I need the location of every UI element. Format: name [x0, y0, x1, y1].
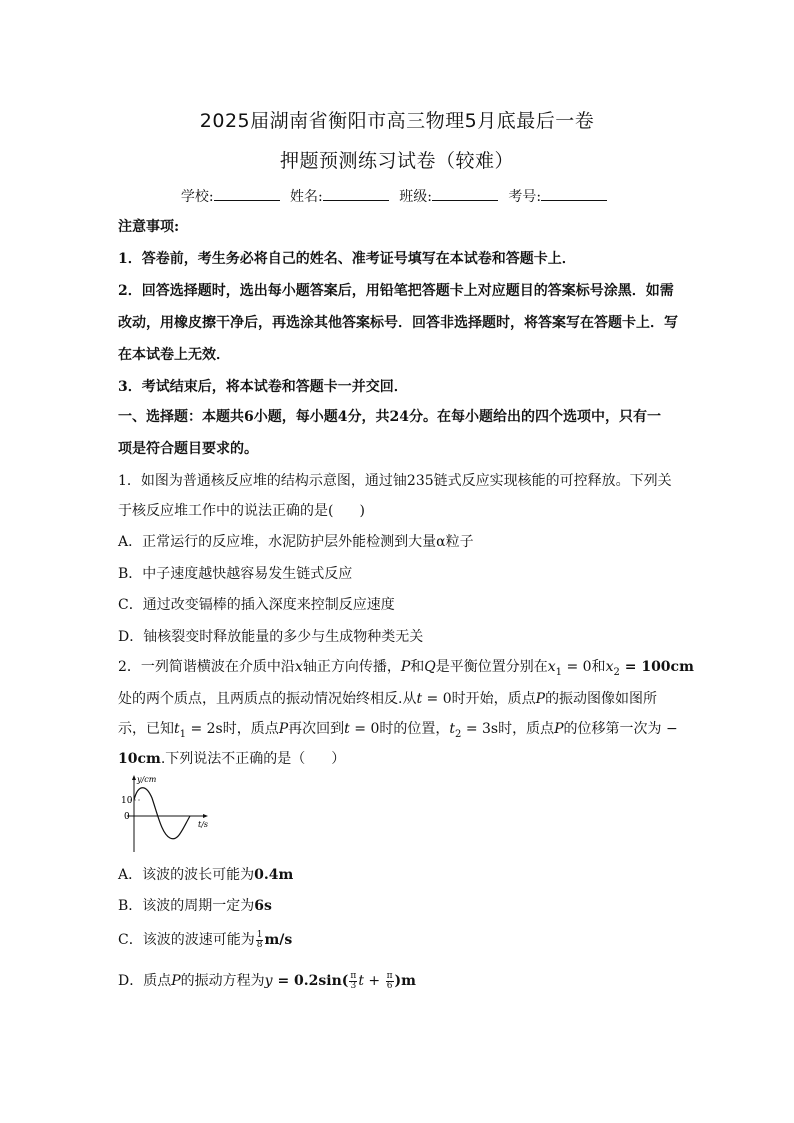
var-x: x [294, 659, 303, 675]
y-axis-arrow [132, 775, 136, 780]
q2-text: = 0时开始，质点 [422, 691, 536, 707]
var-t2: t [449, 721, 455, 737]
q1-stem-paren: ) [359, 503, 365, 519]
fraction [349, 972, 357, 991]
fraction-numerator: π [350, 970, 357, 981]
q2-stem-line1 [118, 656, 694, 678]
notice-item-2-cont2: 在本试卷上无效． [118, 347, 230, 363]
q2-text: = 0时的位置， [349, 721, 450, 737]
name-blank[interactable] [323, 186, 389, 201]
school-blank[interactable] [214, 186, 280, 201]
q2-text: .下列说法不正确的是（ [160, 751, 306, 767]
q2-option-d-text: 的振动方程为 [180, 973, 265, 989]
var-p: P [400, 659, 411, 675]
q2-text: 10cm [118, 751, 161, 767]
q1-stem-line1: 1．如图为普通核反应堆的结构示意图，通过铀235链式反应实现核能的可控释放。下列关 [118, 473, 672, 489]
var-x2: x [605, 659, 614, 675]
exam-number-blank[interactable] [541, 186, 607, 201]
section-heading-line2: 项是符合题目要求的。 [118, 441, 258, 457]
vibration-curve [134, 788, 190, 839]
t-axis-label: t/s [198, 820, 209, 829]
q2-option-b-value: 6s [254, 898, 272, 914]
subscript: 1 [179, 728, 187, 740]
vibration-graph [112, 772, 212, 854]
student-info-row [0, 186, 794, 206]
tick-0: 0 [124, 812, 130, 822]
var-x1: x [547, 659, 556, 675]
q2-option-a-text: A．该波的波长可能为 [118, 867, 255, 883]
q1-option-d[interactable]: D．铀核裂变时释放能量的多少与生成物种类无关 [118, 629, 424, 645]
section-heading-line1: 一、选择题：本题共6小题，每小题4分，共24分。在每小题给出的四个选项中，只有一 [118, 409, 661, 425]
y-axis-label: y/cm [137, 775, 157, 784]
q2-option-d[interactable] [118, 970, 416, 991]
q2-stem-line3 [118, 718, 678, 740]
notice-heading: 注意事项: [118, 219, 180, 235]
q2-text: 轴正方向传播， [302, 659, 401, 675]
q2-text: 和 [410, 659, 425, 675]
subscript: 1 [555, 666, 563, 678]
tick-10: 10 [121, 796, 133, 806]
q2-option-c[interactable] [118, 929, 292, 950]
q2-stem-line4 [118, 748, 678, 768]
notice-item-3: 3．考试结束后，将本试卷和答题卡一并交回． [118, 379, 408, 395]
q1-option-c[interactable]: C．通过改变镉棒的插入深度来控制反应速度 [118, 597, 395, 613]
notice-item-1: 1．答卷前，考生务必将自己的姓名、准考证号填写在本试卷和答题卡上． [118, 251, 576, 267]
fraction-denominator: 8 [256, 939, 263, 950]
q2-option-c-text: C．该波的波速可能为 [118, 932, 255, 948]
var-t: t [344, 721, 350, 737]
q1-stem-text: 于核反应堆工作中的说法正确的是( [118, 503, 334, 519]
school-label: 学校: [180, 189, 214, 205]
fraction-denominator: 3 [350, 980, 357, 991]
notice-item-2-cont: 改动，用橡皮擦干净后，再选涂其他答案标号．回答非选择题时，将答案写在答题卡上．写 [118, 315, 678, 331]
q1-stem-line2 [118, 500, 678, 520]
fraction-numerator: 1 [256, 929, 263, 940]
q2-text: 的振动图像如图所 [545, 691, 658, 707]
exam-title-line2: 押题预测练习试卷（较难） [279, 150, 514, 172]
q2-text: 示，已知 [118, 721, 174, 737]
t-axis-arrow [203, 814, 208, 818]
var-p: P [171, 973, 181, 989]
var-q: Q [424, 659, 436, 675]
q2-option-b-text: B．该波的周期一定为 [118, 898, 255, 914]
q2-option-d-text: D．质点 [118, 973, 172, 989]
q2-text: ） [331, 751, 346, 767]
equation-part: )m [394, 973, 416, 989]
class-blank[interactable] [432, 186, 498, 201]
q2-option-a-value: 0.4m [254, 867, 294, 883]
equation-part: = 0.2sin( [272, 973, 349, 989]
notice-item-2: 2．回答选择题时，选出每小题答案后，用铅笔把答题卡上对应题目的答案标号涂黑．如需 [118, 283, 674, 299]
var-p: P [535, 691, 546, 707]
var-p: P [278, 721, 289, 737]
name-label: 姓名: [290, 189, 323, 205]
var-p: P [554, 721, 564, 737]
subscript: 2 [455, 728, 462, 740]
q2-option-c-unit: m/s [264, 932, 293, 948]
q1-option-b[interactable]: B．中子速度越快越容易发生链式反应 [118, 566, 353, 582]
q2-text: 处的两个质点，且两质点的振动情况始终相反.从 [118, 691, 417, 707]
var-t: t [416, 691, 423, 707]
q2-text: 再次回到 [288, 721, 345, 737]
equation-part: + [363, 973, 385, 989]
q2-text: = 0和 [562, 659, 606, 675]
subscript: 2 [613, 666, 620, 678]
q2-option-b[interactable] [118, 895, 272, 915]
q2-option-a[interactable] [118, 864, 293, 884]
exam-number-label: 考号: [508, 189, 542, 205]
var-t: t [358, 973, 364, 989]
fraction-denominator: 6 [386, 980, 393, 991]
class-label: 班级: [399, 189, 432, 205]
q2-text: 2．一列简谐横波在介质中沿 [118, 659, 295, 675]
q2-stem-line2 [118, 688, 678, 708]
q2-text: = 3s时，质点 [461, 721, 555, 737]
q2-text: = 100cm [619, 659, 694, 675]
q1-option-a[interactable]: A．正常运行的反应堆，水泥防护层外能检测到大量α粒子 [118, 534, 474, 550]
fraction-numerator: π [386, 970, 393, 981]
fraction [256, 931, 264, 950]
exam-title-line1: 2025届湖南省衡阳市高三物理5月底最后一卷 [199, 110, 595, 132]
q2-text: 是平衡位置分别在 [435, 659, 548, 675]
q2-text: = 2s时，质点 [186, 721, 279, 737]
var-t1: t [174, 721, 180, 737]
var-y: y [264, 973, 273, 989]
q2-text: 的位移第一次为 − [563, 721, 678, 737]
fraction [386, 972, 394, 991]
